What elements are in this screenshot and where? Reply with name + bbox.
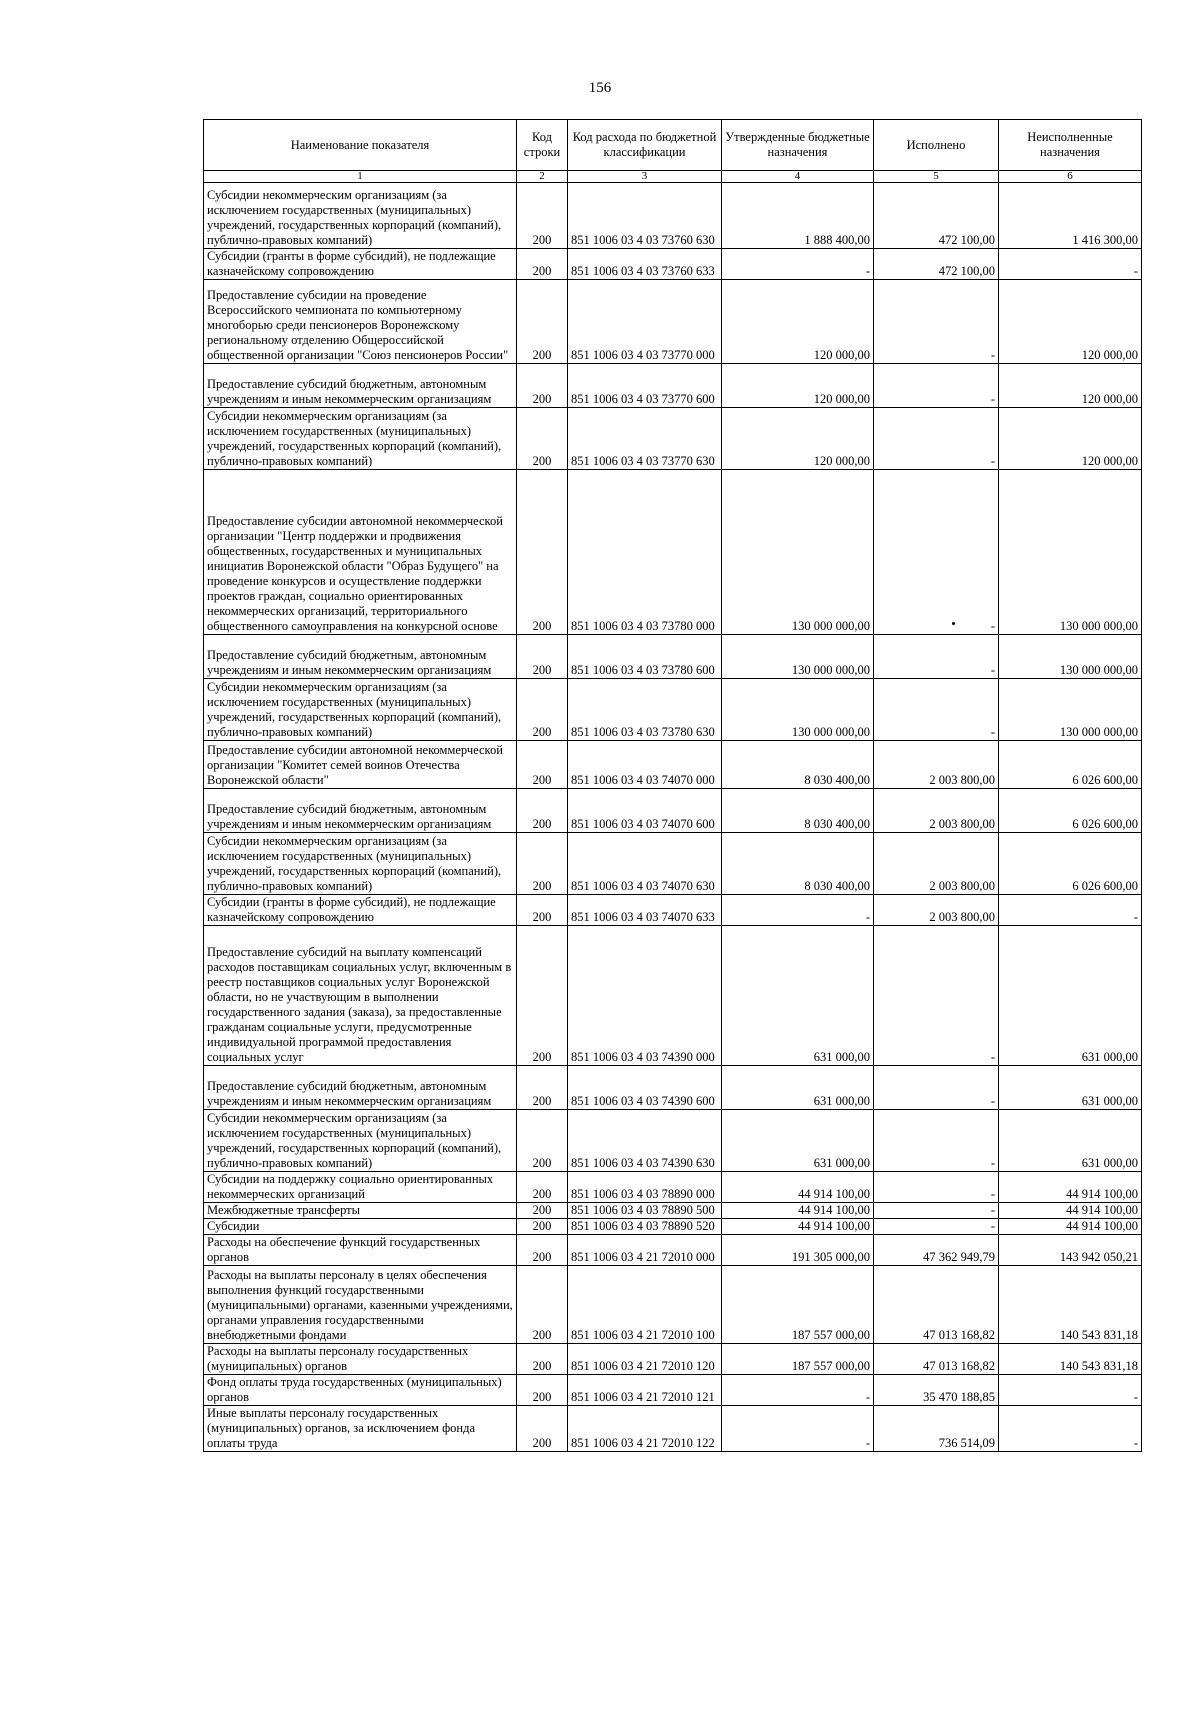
row-executed-cell: 35 470 188,85 bbox=[874, 1375, 999, 1406]
row-code-cell: 200 bbox=[517, 1235, 568, 1266]
row-unexecuted-cell: 120 000,00 bbox=[999, 280, 1142, 364]
row-kbk-cell: 851 1006 03 4 03 74070 633 bbox=[568, 895, 722, 926]
row-name-cell: Субсидии (гранты в форме субсидий), не подлежащие казначейскому сопровождению bbox=[204, 249, 517, 280]
row-executed-cell: 2 003 800,00 bbox=[874, 741, 999, 789]
row-name-cell: Предоставление субсидий бюджетным, автономным учреждениям и иным некоммерческим организациям bbox=[204, 364, 517, 408]
column-number-row bbox=[204, 171, 1142, 183]
row-name-cell: Субсидии некоммерческим организациям (за исключением государственных (муниципальных) учреждений, государственных корпораций (компаний), публично-правовых компаний) bbox=[204, 408, 517, 470]
row-kbk-cell: 851 1006 03 4 03 74070 630 bbox=[568, 833, 722, 895]
row-kbk-cell: 851 1006 03 4 03 78890 520 bbox=[568, 1219, 722, 1235]
row-approved-cell: 1 888 400,00 bbox=[722, 183, 874, 249]
budget-execution-table bbox=[203, 119, 1142, 1452]
row-name-cell: Субсидии некоммерческим организациям (за исключением государственных (муниципальных) учреждений, государственных корпораций (компаний), публично-правовых компаний) bbox=[204, 679, 517, 741]
row-unexecuted-cell: - bbox=[999, 895, 1142, 926]
row-name-cell: Субсидии на поддержку социально ориентированных некоммерческих организаций bbox=[204, 1172, 517, 1203]
row-approved-cell: 631 000,00 bbox=[722, 1066, 874, 1110]
row-executed-cell: - bbox=[874, 364, 999, 408]
row-executed-cell: - bbox=[874, 926, 999, 1066]
row-kbk-cell: 851 1006 03 4 21 72010 120 bbox=[568, 1344, 722, 1375]
column-number: 5 bbox=[874, 171, 999, 183]
row-executed-cell: 47 013 168,82 bbox=[874, 1266, 999, 1344]
row-kbk-cell: 851 1006 03 4 03 74070 000 bbox=[568, 741, 722, 789]
row-name-cell: Расходы на обеспечение функций государственных органов bbox=[204, 1235, 517, 1266]
row-kbk-cell: 851 1006 03 4 21 72010 000 bbox=[568, 1235, 722, 1266]
row-approved-cell: 44 914 100,00 bbox=[722, 1219, 874, 1235]
header-kbk: Код расхода по бюджетной классификации bbox=[568, 120, 722, 171]
row-code-cell: 200 bbox=[517, 895, 568, 926]
header-approved: Утвержденные бюджетные назначения bbox=[722, 120, 874, 171]
row-approved-cell: 187 557 000,00 bbox=[722, 1266, 874, 1344]
row-name-cell: Субсидии некоммерческим организациям (за исключением государственных (муниципальных) учреждений, государственных корпораций (компаний), публично-правовых компаний) bbox=[204, 1110, 517, 1172]
row-code-cell: 200 bbox=[517, 926, 568, 1066]
row-name-cell: Предоставление субсидии на проведение Всероссийского чемпионата по компьютерному многоборью среди пенсионеров Воронежскому региональному отделению Общероссийской общественной организации "Союз пенсионеров России" bbox=[204, 280, 517, 364]
row-unexecuted-cell: 44 914 100,00 bbox=[999, 1172, 1142, 1203]
table-row bbox=[204, 1172, 1142, 1203]
row-code-cell: 200 bbox=[517, 679, 568, 741]
table-row bbox=[204, 1219, 1142, 1235]
row-kbk-cell: 851 1006 03 4 03 74390 600 bbox=[568, 1066, 722, 1110]
row-code-cell: 200 bbox=[517, 1406, 568, 1452]
row-name-cell: Субсидии некоммерческим организациям (за исключением государственных (муниципальных) учреждений, государственных корпораций (компаний), публично-правовых компаний) bbox=[204, 183, 517, 249]
table-row bbox=[204, 741, 1142, 789]
row-code-cell: 200 bbox=[517, 280, 568, 364]
row-executed-cell: 2 003 800,00 bbox=[874, 895, 999, 926]
table-row bbox=[204, 249, 1142, 280]
table-row bbox=[204, 679, 1142, 741]
row-name-cell: Субсидии некоммерческим организациям (за исключением государственных (муниципальных) учреждений, государственных корпораций (компаний), публично-правовых компаний) bbox=[204, 833, 517, 895]
table-body bbox=[204, 183, 1142, 1452]
row-code-cell: 200 bbox=[517, 789, 568, 833]
row-name-cell: Иные выплаты персоналу государственных (муниципальных) органов, за исключением фонда оплаты труда bbox=[204, 1406, 517, 1452]
row-executed-cell: 47 362 949,79 bbox=[874, 1235, 999, 1266]
table-row bbox=[204, 364, 1142, 408]
row-kbk-cell: 851 1006 03 4 03 78890 500 bbox=[568, 1203, 722, 1219]
row-unexecuted-cell: 6 026 600,00 bbox=[999, 789, 1142, 833]
table-row bbox=[204, 895, 1142, 926]
row-kbk-cell: 851 1006 03 4 03 73770 600 bbox=[568, 364, 722, 408]
row-approved-cell: 8 030 400,00 bbox=[722, 741, 874, 789]
row-code-cell: 200 bbox=[517, 183, 568, 249]
row-approved-cell: - bbox=[722, 249, 874, 280]
row-unexecuted-cell: 631 000,00 bbox=[999, 1110, 1142, 1172]
row-unexecuted-cell: - bbox=[999, 1375, 1142, 1406]
row-executed-cell: - bbox=[874, 1219, 999, 1235]
row-executed-cell: - bbox=[874, 1110, 999, 1172]
row-name-cell: Субсидии (гранты в форме субсидий), не подлежащие казначейскому сопровождению bbox=[204, 895, 517, 926]
row-executed-cell: - bbox=[874, 408, 999, 470]
row-executed-cell: - bbox=[874, 1066, 999, 1110]
row-unexecuted-cell: 1 416 300,00 bbox=[999, 183, 1142, 249]
header-unexecuted: Неисполненные назначения bbox=[999, 120, 1142, 171]
table-row bbox=[204, 926, 1142, 1066]
row-unexecuted-cell: 120 000,00 bbox=[999, 364, 1142, 408]
row-approved-cell: 130 000 000,00 bbox=[722, 470, 874, 635]
column-number: 3 bbox=[568, 171, 722, 183]
row-code-cell: 200 bbox=[517, 1344, 568, 1375]
row-unexecuted-cell: 631 000,00 bbox=[999, 926, 1142, 1066]
row-kbk-cell: 851 1006 03 4 03 73760 633 bbox=[568, 249, 722, 280]
row-kbk-cell: 851 1006 03 4 03 73760 630 bbox=[568, 183, 722, 249]
row-code-cell: 200 bbox=[517, 364, 568, 408]
row-executed-cell: 736 514,09 bbox=[874, 1406, 999, 1452]
row-kbk-cell: 851 1006 03 4 03 74390 630 bbox=[568, 1110, 722, 1172]
row-executed-cell: - bbox=[874, 1172, 999, 1203]
row-name-cell: Предоставление субсидий бюджетным, автономным учреждениям и иным некоммерческим организациям bbox=[204, 1066, 517, 1110]
row-executed-cell: 2 003 800,00 bbox=[874, 833, 999, 895]
row-code-cell: 200 bbox=[517, 1219, 568, 1235]
row-unexecuted-cell: 130 000 000,00 bbox=[999, 635, 1142, 679]
row-executed-cell: - bbox=[874, 470, 999, 635]
scan-dot-mark bbox=[952, 622, 955, 625]
row-approved-cell: 44 914 100,00 bbox=[722, 1172, 874, 1203]
row-kbk-cell: 851 1006 03 4 03 73770 630 bbox=[568, 408, 722, 470]
row-kbk-cell: 851 1006 03 4 03 73780 600 bbox=[568, 635, 722, 679]
row-executed-cell: 2 003 800,00 bbox=[874, 789, 999, 833]
header-line-code: Код строки bbox=[517, 120, 568, 171]
table-row bbox=[204, 833, 1142, 895]
row-executed-cell: 47 013 168,82 bbox=[874, 1344, 999, 1375]
row-unexecuted-cell: - bbox=[999, 1406, 1142, 1452]
table-row bbox=[204, 280, 1142, 364]
row-executed-cell: - bbox=[874, 635, 999, 679]
header-executed: Исполнено bbox=[874, 120, 999, 171]
row-code-cell: 200 bbox=[517, 249, 568, 280]
row-approved-cell: 631 000,00 bbox=[722, 926, 874, 1066]
row-kbk-cell: 851 1006 03 4 21 72010 100 bbox=[568, 1266, 722, 1344]
row-code-cell: 200 bbox=[517, 1110, 568, 1172]
row-approved-cell: 120 000,00 bbox=[722, 364, 874, 408]
table-row bbox=[204, 789, 1142, 833]
row-unexecuted-cell: 143 942 050,21 bbox=[999, 1235, 1142, 1266]
row-unexecuted-cell: 140 543 831,18 bbox=[999, 1266, 1142, 1344]
row-unexecuted-cell: 44 914 100,00 bbox=[999, 1203, 1142, 1219]
row-name-cell: Предоставление субсидии автономной некоммерческой организации "Центр поддержки и продвижения общественных, государственных и муниципальных инициатив Воронежской области "Образ Будущего" на проведение конкурсов и осуществление поддержки проектов граждан, социально ориентированных некоммерческих организаций, территориального общественного самоуправления на конкурсной основе bbox=[204, 470, 517, 635]
row-code-cell: 200 bbox=[517, 1266, 568, 1344]
row-approved-cell: 44 914 100,00 bbox=[722, 1203, 874, 1219]
column-number: 4 bbox=[722, 171, 874, 183]
row-executed-cell: - bbox=[874, 280, 999, 364]
row-name-cell: Расходы на выплаты персоналу в целях обеспечения выполнения функций государственными (муниципальными) органами, казенными учреждениями, органами управления государственными внебюджетными фондами bbox=[204, 1266, 517, 1344]
row-kbk-cell: 851 1006 03 4 03 73780 000 bbox=[568, 470, 722, 635]
header-row bbox=[204, 120, 1142, 171]
row-executed-cell: - bbox=[874, 1203, 999, 1219]
row-kbk-cell: 851 1006 03 4 21 72010 121 bbox=[568, 1375, 722, 1406]
row-code-cell: 200 bbox=[517, 833, 568, 895]
row-unexecuted-cell: 130 000 000,00 bbox=[999, 679, 1142, 741]
table-row bbox=[204, 1266, 1142, 1344]
table-row bbox=[204, 1375, 1142, 1406]
row-name-cell: Расходы на выплаты персоналу государственных (муниципальных) органов bbox=[204, 1344, 517, 1375]
row-unexecuted-cell: 120 000,00 bbox=[999, 408, 1142, 470]
row-code-cell: 200 bbox=[517, 741, 568, 789]
row-kbk-cell: 851 1006 03 4 03 74070 600 bbox=[568, 789, 722, 833]
row-approved-cell: - bbox=[722, 1375, 874, 1406]
row-unexecuted-cell: 6 026 600,00 bbox=[999, 741, 1142, 789]
row-kbk-cell: 851 1006 03 4 03 78890 000 bbox=[568, 1172, 722, 1203]
row-approved-cell: 191 305 000,00 bbox=[722, 1235, 874, 1266]
row-unexecuted-cell: 130 000 000,00 bbox=[999, 470, 1142, 635]
row-approved-cell: - bbox=[722, 895, 874, 926]
row-code-cell: 200 bbox=[517, 408, 568, 470]
row-approved-cell: 8 030 400,00 bbox=[722, 833, 874, 895]
row-unexecuted-cell: 6 026 600,00 bbox=[999, 833, 1142, 895]
row-name-cell: Фонд оплаты труда государственных (муниципальных) органов bbox=[204, 1375, 517, 1406]
row-code-cell: 200 bbox=[517, 470, 568, 635]
table-row bbox=[204, 1344, 1142, 1375]
table-row bbox=[204, 183, 1142, 249]
row-unexecuted-cell: 140 543 831,18 bbox=[999, 1344, 1142, 1375]
row-unexecuted-cell: - bbox=[999, 249, 1142, 280]
header-name: Наименование показателя bbox=[204, 120, 517, 171]
row-approved-cell: - bbox=[722, 1406, 874, 1452]
row-executed-cell: 472 100,00 bbox=[874, 183, 999, 249]
row-name-cell: Предоставление субсидии автономной некоммерческой организации "Комитет семей воинов Отечества Воронежской области" bbox=[204, 741, 517, 789]
row-name-cell: Предоставление субсидий бюджетным, автономным учреждениям и иным некоммерческим организациям bbox=[204, 789, 517, 833]
row-kbk-cell: 851 1006 03 4 21 72010 122 bbox=[568, 1406, 722, 1452]
column-number: 6 bbox=[999, 171, 1142, 183]
table-row bbox=[204, 1235, 1142, 1266]
row-unexecuted-cell: 631 000,00 bbox=[999, 1066, 1142, 1110]
row-kbk-cell: 851 1006 03 4 03 73780 630 bbox=[568, 679, 722, 741]
row-code-cell: 200 bbox=[517, 1066, 568, 1110]
row-approved-cell: 130 000 000,00 bbox=[722, 679, 874, 741]
row-code-cell: 200 bbox=[517, 1375, 568, 1406]
page-number: 156 bbox=[588, 80, 612, 96]
row-kbk-cell: 851 1006 03 4 03 74390 000 bbox=[568, 926, 722, 1066]
row-executed-cell: 472 100,00 bbox=[874, 249, 999, 280]
row-name-cell: Межбюджетные трансферты bbox=[204, 1203, 517, 1219]
row-unexecuted-cell: 44 914 100,00 bbox=[999, 1219, 1142, 1235]
table-row bbox=[204, 635, 1142, 679]
row-code-cell: 200 bbox=[517, 1203, 568, 1219]
row-executed-cell: - bbox=[874, 679, 999, 741]
table-row bbox=[204, 1066, 1142, 1110]
row-approved-cell: 8 030 400,00 bbox=[722, 789, 874, 833]
row-approved-cell: 187 557 000,00 bbox=[722, 1344, 874, 1375]
table-row bbox=[204, 470, 1142, 635]
row-name-cell: Предоставление субсидий бюджетным, автономным учреждениям и иным некоммерческим организациям bbox=[204, 635, 517, 679]
row-code-cell: 200 bbox=[517, 1172, 568, 1203]
row-name-cell: Предоставление субсидий на выплату компенсаций расходов поставщикам социальных услуг, включенным в реестр поставщиков социальных услуг Воронежской области, но не участвующим в выполнении государственного задания (заказа), за предоставленные гражданам социальные услуги, предусмотренные индивидуальной программой предоставления социальных услуг bbox=[204, 926, 517, 1066]
table-row bbox=[204, 1110, 1142, 1172]
row-approved-cell: 120 000,00 bbox=[722, 280, 874, 364]
column-number: 2 bbox=[517, 171, 568, 183]
row-name-cell: Субсидии bbox=[204, 1219, 517, 1235]
column-number: 1 bbox=[204, 171, 517, 183]
row-approved-cell: 120 000,00 bbox=[722, 408, 874, 470]
row-approved-cell: 631 000,00 bbox=[722, 1110, 874, 1172]
row-kbk-cell: 851 1006 03 4 03 73770 000 bbox=[568, 280, 722, 364]
table-row bbox=[204, 1406, 1142, 1452]
row-approved-cell: 130 000 000,00 bbox=[722, 635, 874, 679]
row-code-cell: 200 bbox=[517, 635, 568, 679]
table-row bbox=[204, 1203, 1142, 1219]
table-row bbox=[204, 408, 1142, 470]
